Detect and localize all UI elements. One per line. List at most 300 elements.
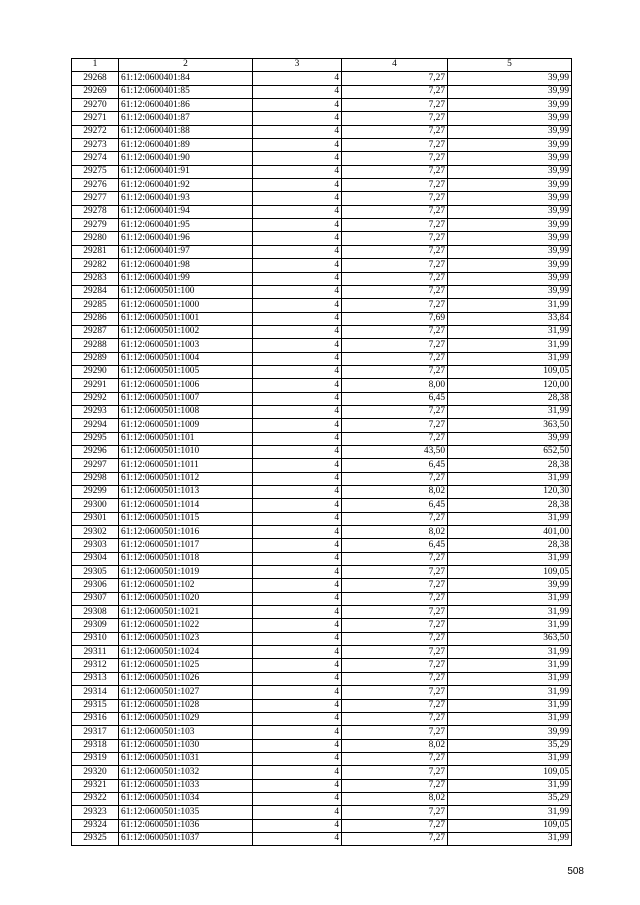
table-row (72, 766, 572, 779)
table-cell-col3: 4 (253, 486, 342, 499)
table-cell-col4: 7,27 (342, 659, 448, 672)
table-cell-col5: 31,99 (448, 712, 572, 725)
table-cell-col1: 29319 (72, 752, 119, 765)
table-cell-col2: 61:12:0600501:1007 (119, 392, 253, 405)
table-cell-col4: 7,27 (342, 99, 448, 112)
table-cell-col1: 29311 (72, 646, 119, 659)
table-cell-col3: 4 (253, 699, 342, 712)
table-row (72, 125, 572, 138)
table-cell-col2: 61:12:0600501:1033 (119, 779, 253, 792)
table-cell-col3: 4 (253, 205, 342, 218)
table-cell-col1: 29320 (72, 766, 119, 779)
table-cell-col2: 61:12:0600501:1022 (119, 619, 253, 632)
table-cell-col2: 61:12:0600401:98 (119, 259, 253, 272)
table-cell-col1: 29287 (72, 325, 119, 338)
table-cell-col1: 29321 (72, 779, 119, 792)
table-cell-col1: 29272 (72, 125, 119, 138)
table-cell-col3: 4 (253, 272, 342, 285)
table-cell-col5: 31,99 (448, 606, 572, 619)
table-cell-col2: 61:12:0600401:94 (119, 205, 253, 218)
table-cell-col1: 29312 (72, 659, 119, 672)
table-cell-col1: 29310 (72, 632, 119, 645)
table-cell-col3: 4 (253, 646, 342, 659)
table-cell-col5: 31,99 (448, 646, 572, 659)
table-cell-col1: 29309 (72, 619, 119, 632)
table-row (72, 726, 572, 739)
table-cell-col1: 29268 (72, 72, 119, 85)
table-cell-col5: 39,99 (448, 179, 572, 192)
table-cell-col1: 29286 (72, 312, 119, 325)
table-cell-col5: 31,99 (448, 325, 572, 338)
table-row (72, 352, 572, 365)
table-cell-col5: 31,99 (448, 472, 572, 485)
table-cell-col3: 4 (253, 832, 342, 845)
table-cell-col3: 4 (253, 579, 342, 592)
table-cell-col5: 39,99 (448, 726, 572, 739)
table-cell-col1: 29271 (72, 112, 119, 125)
table-cell-col1: 29317 (72, 726, 119, 739)
table-cell-col4: 8,00 (342, 379, 448, 392)
table-cell-col5: 31,99 (448, 752, 572, 765)
table-cell-col4: 7,27 (342, 352, 448, 365)
table-row (72, 712, 572, 725)
table-cell-col4: 7,27 (342, 219, 448, 232)
table-cell-col3: 4 (253, 405, 342, 418)
table-cell-col5: 31,99 (448, 405, 572, 418)
table-cell-col5: 39,99 (448, 285, 572, 298)
table-row (72, 299, 572, 312)
table-cell-col2: 61:12:0600501:1035 (119, 806, 253, 819)
table-cell-col4: 7,27 (342, 472, 448, 485)
table-cell-col5: 39,99 (448, 245, 572, 258)
table-cell-col3: 4 (253, 552, 342, 565)
table-cell-col5: 39,99 (448, 72, 572, 85)
table-cell-col2: 61:12:0600401:89 (119, 139, 253, 152)
table-cell-col2: 61:12:0600401:85 (119, 85, 253, 98)
table-body (72, 72, 572, 846)
table-row (72, 165, 572, 178)
table-cell-col3: 4 (253, 312, 342, 325)
table-row (72, 152, 572, 165)
table-row (72, 419, 572, 432)
table-cell-col2: 61:12:0600401:91 (119, 165, 253, 178)
table-cell-col5: 31,99 (448, 699, 572, 712)
table-row (72, 232, 572, 245)
table-cell-col1: 29307 (72, 592, 119, 605)
page-number: 508 (567, 866, 584, 877)
table-cell-col2: 61:12:0600401:90 (119, 152, 253, 165)
table-cell-col1: 29306 (72, 579, 119, 592)
table-cell-col4: 7,27 (342, 712, 448, 725)
table-cell-col4: 7,27 (342, 325, 448, 338)
table-cell-col2: 61:12:0600501:1030 (119, 739, 253, 752)
table-cell-col5: 35,29 (448, 739, 572, 752)
table-row (72, 552, 572, 565)
table-cell-col2: 61:12:0600501:1025 (119, 659, 253, 672)
table-cell-col4: 6,45 (342, 459, 448, 472)
table-row (72, 72, 572, 85)
table-row (72, 779, 572, 792)
table-cell-col4: 7,27 (342, 72, 448, 85)
table-cell-col1: 29281 (72, 245, 119, 258)
table-cell-col1: 29291 (72, 379, 119, 392)
table-cell-col2: 61:12:0600501:1019 (119, 566, 253, 579)
table-cell-col3: 4 (253, 192, 342, 205)
table-cell-col4: 8,02 (342, 739, 448, 752)
table-cell-col2: 61:12:0600501:1011 (119, 459, 253, 472)
table-cell-col1: 29313 (72, 672, 119, 685)
table-cell-col4: 7,27 (342, 606, 448, 619)
table-cell-col3: 4 (253, 819, 342, 832)
table-cell-col5: 109,05 (448, 566, 572, 579)
table-cell-col3: 4 (253, 779, 342, 792)
table-cell-col1: 29277 (72, 192, 119, 205)
table-cell-col2: 61:12:0600401:96 (119, 232, 253, 245)
table-cell-col4: 6,45 (342, 539, 448, 552)
table-cell-col5: 363,50 (448, 419, 572, 432)
table-cell-col3: 4 (253, 245, 342, 258)
table-cell-col5: 33,84 (448, 312, 572, 325)
table-cell-col2: 61:12:0600501:101 (119, 432, 253, 445)
table-row (72, 659, 572, 672)
table-row (72, 592, 572, 605)
table-cell-col3: 4 (253, 606, 342, 619)
table-cell-col2: 61:12:0600501:1036 (119, 819, 253, 832)
table-cell-col5: 31,99 (448, 806, 572, 819)
table-cell-col2: 61:12:0600501:103 (119, 726, 253, 739)
table-cell-col2: 61:12:0600501:1026 (119, 672, 253, 685)
table-cell-col4: 6,45 (342, 499, 448, 512)
table-row (72, 325, 572, 338)
table-cell-col1: 29302 (72, 526, 119, 539)
table-cell-col3: 4 (253, 139, 342, 152)
table-row (72, 752, 572, 765)
table-cell-col3: 4 (253, 419, 342, 432)
table-cell-col5: 120,30 (448, 486, 572, 499)
column-header-2: 2 (119, 59, 253, 72)
table-cell-col3: 4 (253, 432, 342, 445)
table-cell-col5: 31,99 (448, 552, 572, 565)
table-cell-col4: 7,27 (342, 165, 448, 178)
table-row (72, 539, 572, 552)
table-cell-col1: 29279 (72, 219, 119, 232)
table-cell-col4: 7,27 (342, 232, 448, 245)
table-cell-col5: 31,99 (448, 659, 572, 672)
table-cell-col2: 61:12:0600401:88 (119, 125, 253, 138)
table-row (72, 619, 572, 632)
table-header-row (72, 59, 572, 72)
table-row (72, 112, 572, 125)
table-cell-col3: 4 (253, 499, 342, 512)
table-row (72, 392, 572, 405)
table-row (72, 259, 572, 272)
table-cell-col3: 4 (253, 566, 342, 579)
table-cell-col5: 28,38 (448, 539, 572, 552)
table-cell-col3: 4 (253, 659, 342, 672)
table-cell-col4: 7,27 (342, 432, 448, 445)
table-cell-col2: 61:12:0600501:1012 (119, 472, 253, 485)
table-cell-col5: 39,99 (448, 272, 572, 285)
table-cell-col2: 61:12:0600501:1015 (119, 512, 253, 525)
table-cell-col5: 363,50 (448, 632, 572, 645)
table-cell-col2: 61:12:0600501:1008 (119, 405, 253, 418)
table-cell-col3: 4 (253, 686, 342, 699)
table-cell-col4: 7,27 (342, 405, 448, 418)
table-cell-col2: 61:12:0600501:1006 (119, 379, 253, 392)
table-cell-col3: 4 (253, 445, 342, 458)
table-cell-col5: 39,99 (448, 192, 572, 205)
table-cell-col1: 29318 (72, 739, 119, 752)
table-cell-col4: 8,02 (342, 526, 448, 539)
table-cell-col1: 29303 (72, 539, 119, 552)
table-row (72, 566, 572, 579)
table-cell-col3: 4 (253, 352, 342, 365)
table-cell-col2: 61:12:0600501:1028 (119, 699, 253, 712)
table-cell-col3: 4 (253, 285, 342, 298)
table-cell-col5: 39,99 (448, 112, 572, 125)
table-cell-col3: 4 (253, 219, 342, 232)
table-cell-col3: 4 (253, 526, 342, 539)
table-row (72, 139, 572, 152)
table-cell-col5: 109,05 (448, 766, 572, 779)
table-cell-col3: 4 (253, 539, 342, 552)
table-cell-col2: 61:12:0600401:95 (119, 219, 253, 232)
table-cell-col1: 29278 (72, 205, 119, 218)
table-cell-col1: 29314 (72, 686, 119, 699)
table-cell-col3: 4 (253, 739, 342, 752)
table-cell-col4: 7,27 (342, 205, 448, 218)
table-cell-col2: 61:12:0600401:86 (119, 99, 253, 112)
table-row (72, 672, 572, 685)
table-cell-col4: 8,02 (342, 792, 448, 805)
table-row (72, 205, 572, 218)
table-cell-col5: 39,99 (448, 125, 572, 138)
table-cell-col5: 39,99 (448, 219, 572, 232)
table-row (72, 85, 572, 98)
table-cell-col3: 4 (253, 72, 342, 85)
table-row (72, 285, 572, 298)
table-cell-col3: 4 (253, 299, 342, 312)
table-cell-col1: 29294 (72, 419, 119, 432)
table-cell-col5: 28,38 (448, 459, 572, 472)
table-cell-col4: 7,27 (342, 806, 448, 819)
table-cell-col2: 61:12:0600501:1003 (119, 339, 253, 352)
table-row (72, 432, 572, 445)
table-cell-col2: 61:12:0600501:1029 (119, 712, 253, 725)
table-cell-col4: 7,27 (342, 419, 448, 432)
table-cell-col1: 29322 (72, 792, 119, 805)
table-cell-col2: 61:12:0600501:100 (119, 285, 253, 298)
table-cell-col1: 29290 (72, 365, 119, 378)
table-cell-col4: 7,27 (342, 699, 448, 712)
data-table (71, 58, 572, 846)
table-cell-col1: 29273 (72, 139, 119, 152)
table-cell-col1: 29275 (72, 165, 119, 178)
table-cell-col5: 39,99 (448, 259, 572, 272)
table-cell-col4: 7,27 (342, 125, 448, 138)
table-cell-col2: 61:12:0600401:97 (119, 245, 253, 258)
table-row (72, 606, 572, 619)
table-cell-col3: 4 (253, 325, 342, 338)
table-cell-col3: 4 (253, 125, 342, 138)
table-cell-col4: 7,27 (342, 192, 448, 205)
table-cell-col3: 4 (253, 259, 342, 272)
table-cell-col2: 61:12:0600501:102 (119, 579, 253, 592)
table-cell-col4: 7,27 (342, 245, 448, 258)
table-cell-col4: 7,27 (342, 512, 448, 525)
table-cell-col2: 61:12:0600501:1009 (119, 419, 253, 432)
table-cell-col3: 4 (253, 392, 342, 405)
table-cell-col2: 61:12:0600401:99 (119, 272, 253, 285)
table-cell-col4: 43,50 (342, 445, 448, 458)
table-cell-col3: 4 (253, 232, 342, 245)
table-cell-col2: 61:12:0600501:1021 (119, 606, 253, 619)
table-cell-col3: 4 (253, 619, 342, 632)
table-cell-col4: 7,27 (342, 285, 448, 298)
table-cell-col2: 61:12:0600501:1037 (119, 832, 253, 845)
table-cell-col5: 109,05 (448, 365, 572, 378)
table-cell-col5: 39,99 (448, 85, 572, 98)
table-cell-col2: 61:12:0600501:1002 (119, 325, 253, 338)
table-row (72, 312, 572, 325)
table-cell-col1: 29297 (72, 459, 119, 472)
table-cell-col5: 31,99 (448, 299, 572, 312)
table-cell-col1: 29308 (72, 606, 119, 619)
table-cell-col5: 652,50 (448, 445, 572, 458)
table-cell-col1: 29283 (72, 272, 119, 285)
table-cell-col5: 28,38 (448, 392, 572, 405)
table-cell-col1: 29315 (72, 699, 119, 712)
table-cell-col2: 61:12:0600501:1032 (119, 766, 253, 779)
table-cell-col3: 4 (253, 512, 342, 525)
table-cell-col2: 61:12:0600501:1023 (119, 632, 253, 645)
table-cell-col3: 4 (253, 99, 342, 112)
table-cell-col3: 4 (253, 792, 342, 805)
table-cell-col4: 7,27 (342, 566, 448, 579)
table-row (72, 486, 572, 499)
table-row (72, 699, 572, 712)
table-row (72, 245, 572, 258)
table-cell-col4: 7,27 (342, 726, 448, 739)
table-cell-col4: 7,27 (342, 686, 448, 699)
table-cell-col5: 109,05 (448, 819, 572, 832)
table-cell-col1: 29280 (72, 232, 119, 245)
table-cell-col4: 6,45 (342, 392, 448, 405)
table-cell-col1: 29323 (72, 806, 119, 819)
table-cell-col3: 4 (253, 459, 342, 472)
table-cell-col4: 7,27 (342, 139, 448, 152)
table-row (72, 686, 572, 699)
table-cell-col5: 39,99 (448, 232, 572, 245)
table-cell-col5: 31,99 (448, 352, 572, 365)
table-row (72, 405, 572, 418)
table-cell-col4: 7,27 (342, 779, 448, 792)
table-row (72, 179, 572, 192)
table-cell-col5: 31,99 (448, 339, 572, 352)
table-cell-col4: 7,27 (342, 672, 448, 685)
table-cell-col4: 7,27 (342, 179, 448, 192)
table-cell-col2: 61:12:0600401:87 (119, 112, 253, 125)
table-cell-col2: 61:12:0600501:1013 (119, 486, 253, 499)
table-cell-col1: 29285 (72, 299, 119, 312)
table-cell-col3: 4 (253, 179, 342, 192)
table-row (72, 832, 572, 845)
table-cell-col5: 120,00 (448, 379, 572, 392)
table-row (72, 365, 572, 378)
table-row (72, 339, 572, 352)
table-cell-col4: 7,27 (342, 592, 448, 605)
table-row (72, 219, 572, 232)
table-row (72, 445, 572, 458)
table-cell-col4: 7,27 (342, 259, 448, 272)
table-cell-col3: 4 (253, 806, 342, 819)
table-cell-col5: 39,99 (448, 205, 572, 218)
table-cell-col5: 28,38 (448, 499, 572, 512)
table-cell-col1: 29301 (72, 512, 119, 525)
table-cell-col4: 7,69 (342, 312, 448, 325)
table-cell-col1: 29295 (72, 432, 119, 445)
table-cell-col5: 31,99 (448, 832, 572, 845)
table-cell-col3: 4 (253, 672, 342, 685)
table-cell-col1: 29293 (72, 405, 119, 418)
table-cell-col4: 7,27 (342, 299, 448, 312)
table-cell-col4: 7,27 (342, 339, 448, 352)
table-row (72, 379, 572, 392)
table-cell-col3: 4 (253, 712, 342, 725)
table-row (72, 459, 572, 472)
table-cell-col5: 39,99 (448, 139, 572, 152)
table-cell-col2: 61:12:0600401:92 (119, 179, 253, 192)
table-cell-col3: 4 (253, 112, 342, 125)
table-cell-col3: 4 (253, 152, 342, 165)
table-cell-col4: 7,27 (342, 152, 448, 165)
table-cell-col5: 31,99 (448, 672, 572, 685)
table-cell-col3: 4 (253, 766, 342, 779)
table-cell-col1: 29284 (72, 285, 119, 298)
table-cell-col4: 7,27 (342, 272, 448, 285)
table-cell-col4: 7,27 (342, 832, 448, 845)
table-cell-col5: 401,00 (448, 526, 572, 539)
table-cell-col4: 8,02 (342, 486, 448, 499)
table-cell-col5: 35,29 (448, 792, 572, 805)
table-cell-col3: 4 (253, 752, 342, 765)
table-cell-col1: 29300 (72, 499, 119, 512)
table-cell-col4: 7,27 (342, 766, 448, 779)
table-cell-col1: 29274 (72, 152, 119, 165)
table-row (72, 739, 572, 752)
table-cell-col2: 61:12:0600501:1004 (119, 352, 253, 365)
table-row (72, 792, 572, 805)
table-row (72, 579, 572, 592)
table-cell-col5: 39,99 (448, 165, 572, 178)
table-cell-col3: 4 (253, 726, 342, 739)
table-row (72, 512, 572, 525)
table-cell-col1: 29288 (72, 339, 119, 352)
table-cell-col1: 29324 (72, 819, 119, 832)
table-cell-col4: 7,27 (342, 646, 448, 659)
table-cell-col2: 61:12:0600401:93 (119, 192, 253, 205)
table-cell-col5: 39,99 (448, 579, 572, 592)
table-cell-col5: 39,99 (448, 99, 572, 112)
table-cell-col5: 31,99 (448, 592, 572, 605)
table-cell-col3: 4 (253, 472, 342, 485)
table-cell-col3: 4 (253, 592, 342, 605)
table-cell-col1: 29270 (72, 99, 119, 112)
table-cell-col4: 7,27 (342, 632, 448, 645)
table-cell-col2: 61:12:0600501:1018 (119, 552, 253, 565)
table-row (72, 272, 572, 285)
table-cell-col4: 7,27 (342, 579, 448, 592)
